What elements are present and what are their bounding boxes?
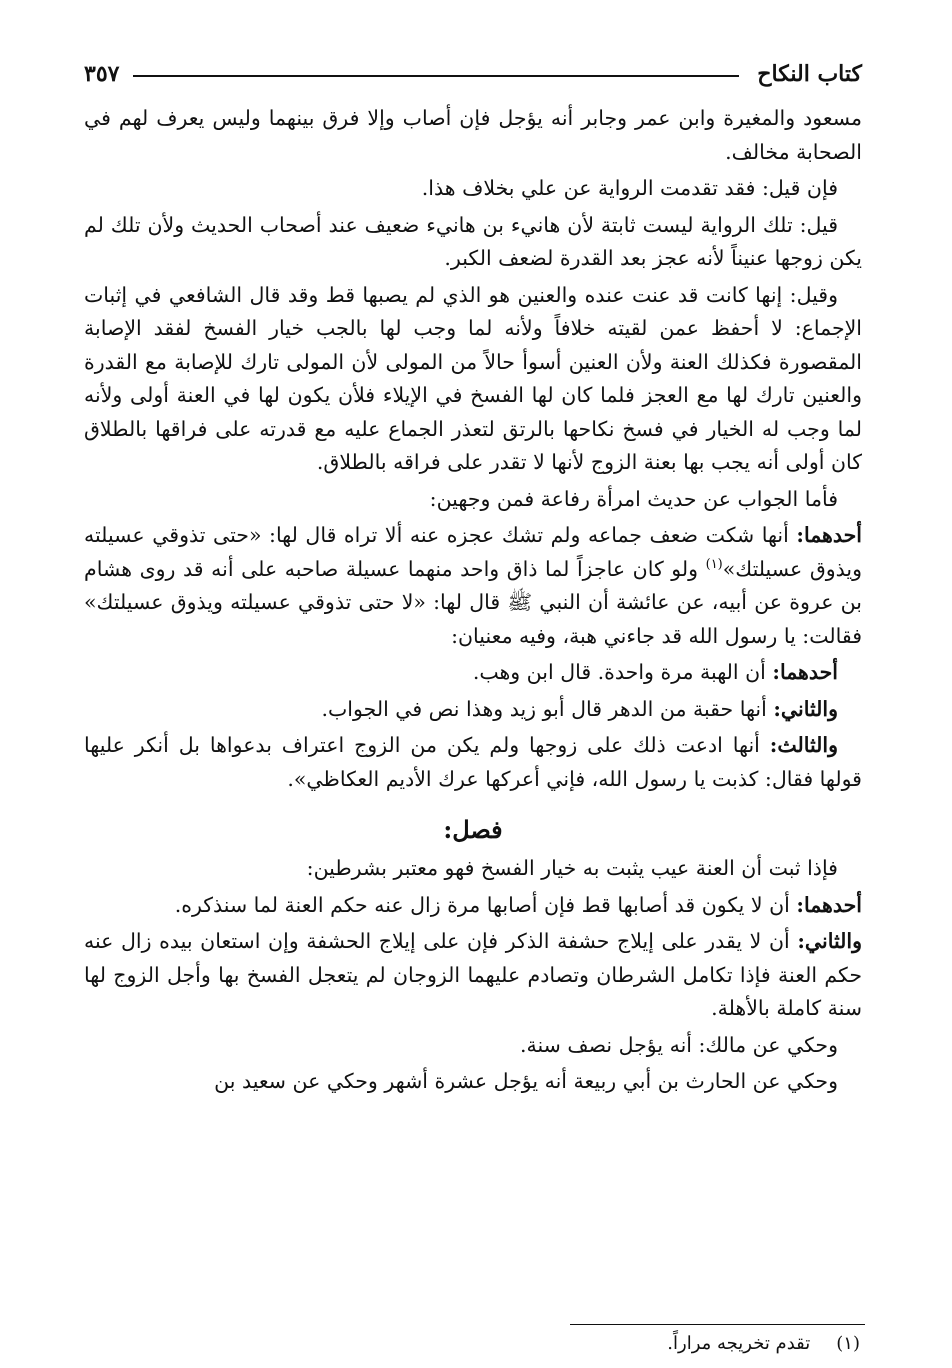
page-number: ٣٥٧ [84, 61, 120, 87]
paragraph: فأما الجواب عن حديث امرأة رفاعة فمن وجهين: [429, 486, 838, 511]
section-heading: فصل: [443, 815, 503, 844]
footnote [667, 1333, 860, 1354]
paragraph: والثاني: أن لا يقدر على إيلاج حشفة الذكر فإن على إيلاج الحشفة وإن استعان بيده زال عنه حكم العنة فإذا تكامل الشرطان وتصادم عليهما الزوجان لم يتعجل الفسخ بها وأجل الزوج لها سنة كاملة بالأهلة. [84, 929, 862, 1020]
paragraph-lead: والثاني: [773, 696, 838, 721]
paragraph: أحدهما: أنها شكت ضعف جماعه ولم تشك عجزه عنه ألا تراه قال لها: «حتى تذوقي عسيلته ويذوق عسيلتك»$^{(١)}$ ولو كان عاجزاً لما ذاق واحد منهما عسيلة صاحبه على أنه قد روى هشام بن عروة عن أبيه، عن عائشة أن النبي ﷺ قال لها: «لا حتى تذوقي عسيلته ويذوق عسيلتك» فقالت: يا رسول الله قد جاءني هبة، وفيه معنيان: [84, 523, 862, 648]
footnote-rule [570, 1324, 865, 1325]
paragraph: وحكي عن الحارث بن أبي ربيعة أنه يؤجل عشرة أشهر وحكي عن سعيد بن [214, 1069, 838, 1093]
footnote-ref: (١) [705, 556, 723, 572]
paragraph: مسعود والمغيرة وابن عمر وجابر أنه يؤجل فإن أصاب وإلا فرق بينهما وليس يعرف لهم في الصحابة مخالف. [84, 106, 862, 164]
paragraph: والثالث: أنها ادعت ذلك على زوجها ولم يكن من الزوج اعتراف بدعواها بل أنكر عليها قولها فقال: كذبت يا رسول الله، فإني أعركها عرك الأديم العكاظي». [84, 733, 862, 791]
header-rule [133, 75, 739, 77]
main-text [84, 102, 862, 1099]
paragraph-lead: والثاني: [797, 929, 862, 953]
paragraph: فإذا ثبت أن العنة عيب يثبت به خيار الفسخ فهو معتبر بشرطين: [306, 856, 838, 880]
paragraph: وحكي عن مالك: أنه يؤجل نصف سنة. [519, 1032, 838, 1057]
paragraph: قيل: تلك الرواية ليست ثابتة لأن هانيء بن هانيء ضعيف عند أصحاب الحديث ولأن تلك لم يكن زوجها عنيناً لأنه عجز بعد القدرة لضعف الكبر. [84, 212, 862, 270]
paragraph-lead: أحدهما: [772, 660, 838, 684]
paragraph: والثاني: أنها حقبة من الدهر قال أبو زيد وهذا نص في الجواب. [321, 696, 838, 721]
running-header [84, 52, 862, 96]
paragraph-lead: أحدهما: [796, 892, 862, 917]
paragraph-lead: والثالث: [769, 733, 838, 757]
paragraph-lead: أحدهما: [796, 523, 862, 547]
footnote-number: (١) [836, 1333, 860, 1354]
paragraph: فإن قيل: فقد تقدمت الرواية عن علي بخلاف هذا. [421, 176, 838, 200]
paragraph: وقيل: إنها كانت قد عنت عنده والعنين هو الذي لم يصبها قط وقد قال الشافعي في إثبات الإجماع: لا أحفظ عمن لقيته خلافاً ولأنه لما وجب لها بالجب خيار الفسخ لفقد الإصابة المقصورة فكذلك العنة ولأن العنين أسوأ حالاً من المولى لأن المولى تارك للإصابة مع القدرة والعنين تارك لها مع العجز فلما كان لها الفسخ في الإيلاء فلأن يكون لها في العنة أولى ولأنه لما وجب له الخيار في فسخ نكاحها بالرتق لتعذر الجماع عليه مع قدرته على فراقها بالطلاق كان أولى أنه يجب بها بعنة الزوج لأنها لا تقدر على فراقه بالطلاق. [84, 282, 862, 474]
footnote-text: تقدم تخريجه مراراً. [667, 1333, 811, 1354]
chapter-title: كتاب النكاح [757, 61, 862, 87]
paragraph: أحدهما: أن لا يكون قد أصابها قط فإن أصابها مرة زال عنه حكم العنة لما سنذكره. [174, 892, 862, 917]
paragraph: أحدهما: أن الهبة مرة واحدة. قال ابن وهب. [472, 660, 838, 684]
